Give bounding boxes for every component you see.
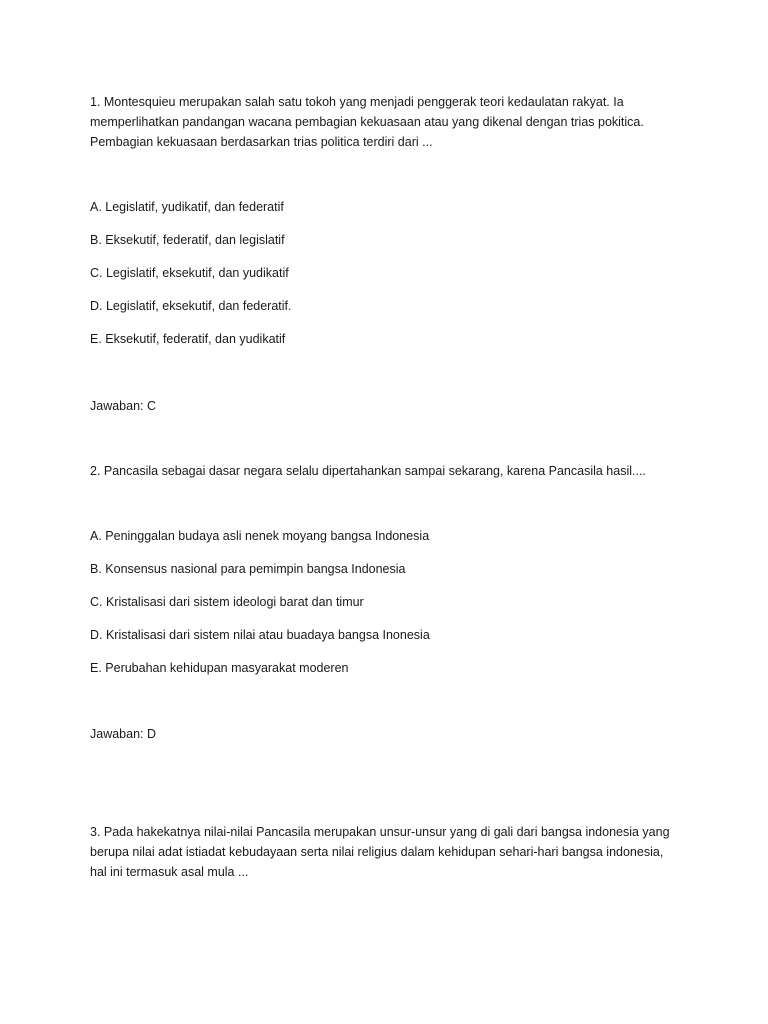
question-line: memperlihatkan pandangan wacana pembagian kekuasaan atau yang dikenal dengan trias pokitica. [90,115,644,129]
question-line: 2. Pancasila sebagai dasar negara selalu dipertahankan sampai sekarang, karena Pancasila hasil.... [90,464,646,478]
question-line: Pembagian kekuasaan berdasarkan trias politica terdiri dari ... [90,135,433,149]
question-line: 3. Pada hakekatnya nilai-nilai Pancasila merupakan unsur-unsur yang di gali dari bangsa indonesia yang [90,825,670,839]
question-line: berupa nilai adat istiadat kebudayaan serta nilai religius dalam kehidupan sehari-hari bangsa indonesia, [90,845,664,859]
option-e: E. Eksekutif, federatif, dan yudikatif [90,332,286,346]
option-c: C. Kristalisasi dari sistem ideologi barat dan timur [90,595,364,609]
question-2-text [90,461,690,481]
question-3-text [90,822,690,882]
option-d: D. Kristalisasi dari sistem nilai atau buadaya bangsa Inonesia [90,628,430,642]
question-line: hal ini termasuk asal mula ... [90,865,249,879]
option-b: B. Konsensus nasional para pemimpin bangsa Indonesia [90,562,406,576]
question-1-text [90,92,690,152]
answer-1: Jawaban: C [90,399,157,413]
option-b: B. Eksekutif, federatif, dan legislatif [90,233,285,247]
answer-2: Jawaban: D [90,727,157,741]
option-a: A. Peninggalan budaya asli nenek moyang bangsa Indonesia [90,529,430,543]
question-line: 1. Montesquieu merupakan salah satu tokoh yang menjadi penggerak teori kedaulatan rakyat. Ia [90,95,624,109]
option-a: A. Legislatif, yudikatif, dan federatif [90,200,284,214]
option-c: C. Legislatif, eksekutif, dan yudikatif [90,266,289,280]
option-e: E. Perubahan kehidupan masyarakat moderen [90,661,349,675]
option-d: D. Legislatif, eksekutif, dan federatif. [90,299,292,313]
